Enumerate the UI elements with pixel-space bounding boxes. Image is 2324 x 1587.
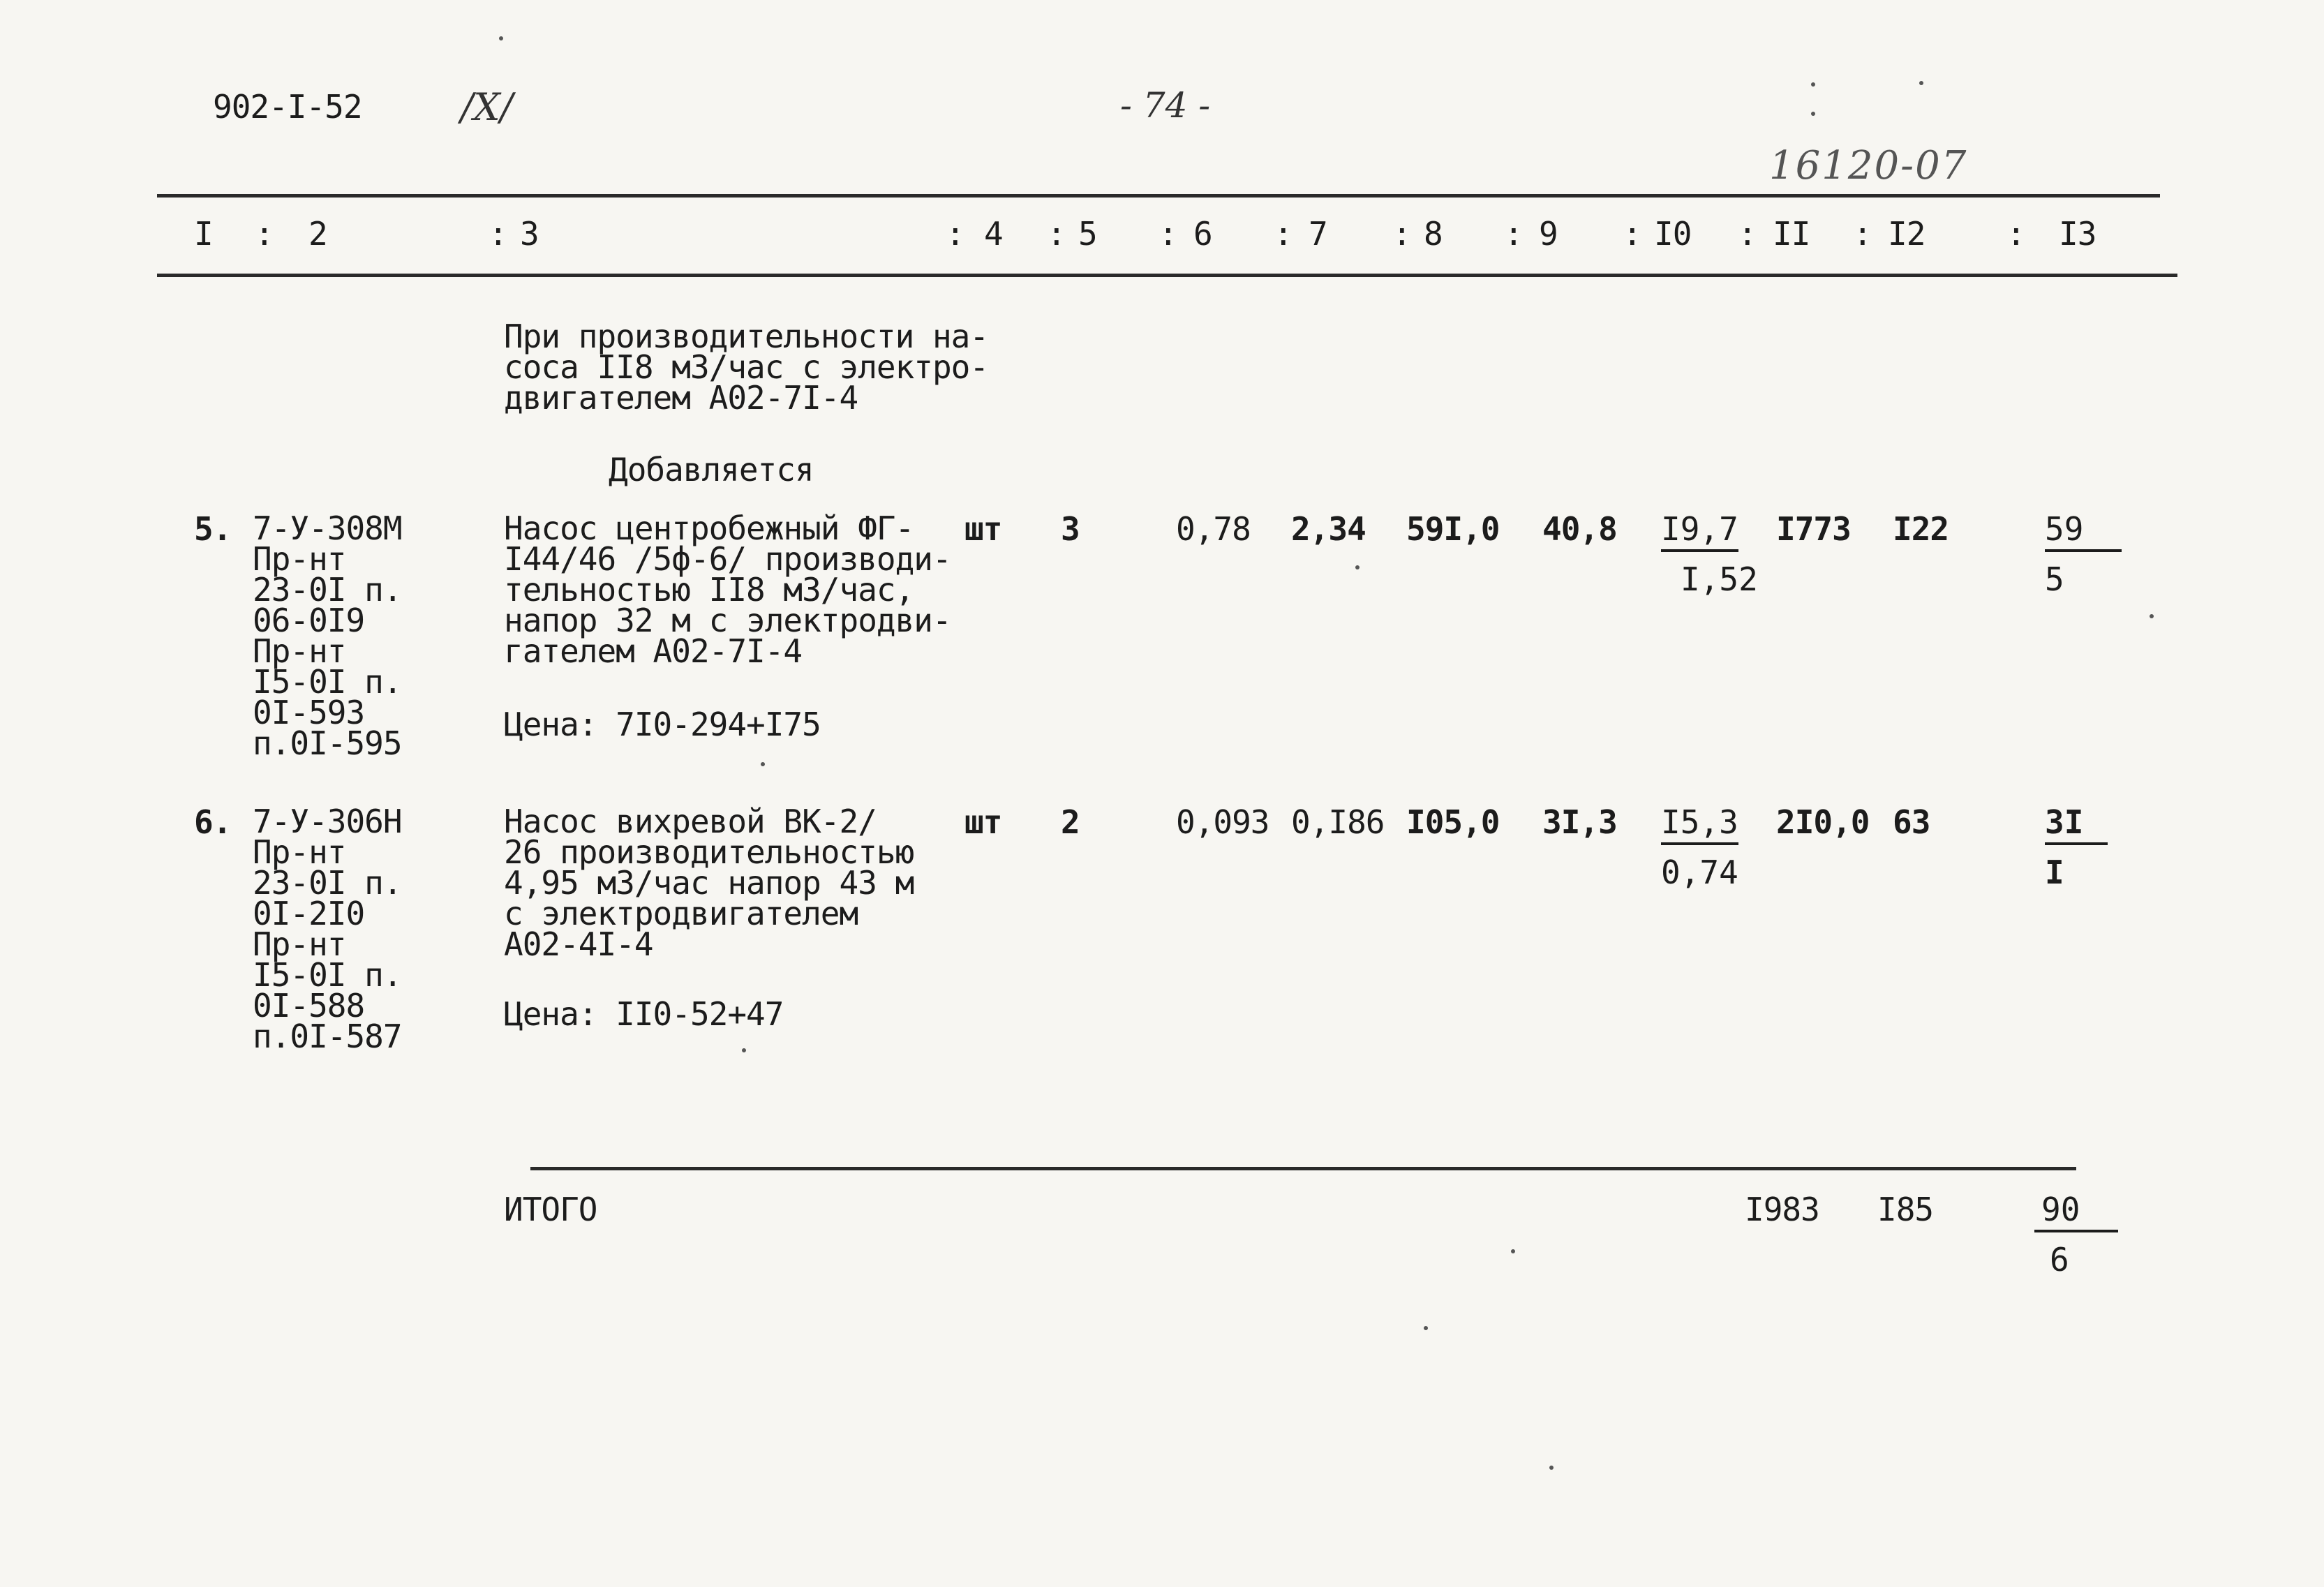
col-sep: : <box>1623 215 1641 253</box>
scan-speck <box>1424 1326 1428 1330</box>
row-col10-top: I9,7 <box>1661 513 1738 552</box>
col-sep: : <box>1159 215 1177 253</box>
row-col10-bottom: 0,74 <box>1661 854 1738 891</box>
row-col10-top: I5,3 <box>1661 806 1738 845</box>
scan-speck <box>1355 565 1360 569</box>
row-col10-fraction <box>1661 803 1738 891</box>
col-sep: : <box>2006 215 2025 253</box>
col-sep: : <box>1392 215 1411 253</box>
header-bottom-rule <box>157 274 2177 277</box>
total-label: ИТОГО <box>504 1191 597 1228</box>
row-price: Цена: II0-52+47 <box>504 995 784 1033</box>
row-unit: шт <box>964 803 1002 841</box>
row-number: 5. <box>194 510 232 548</box>
row-unit: шт <box>964 510 1002 548</box>
album-number: /X/ <box>461 85 513 129</box>
col-header-12: I2 <box>1888 215 1926 253</box>
col-sep: : <box>1047 215 1066 253</box>
row-col13-top: 59 <box>2045 513 2122 552</box>
row-col12: I22 <box>1893 510 1949 548</box>
row-code: 7-У-306Н Пр-нт 23-0I п. 0I-2I0 Пр-нт I5-0I п. 0I-588 п.0I-587 <box>253 803 402 1055</box>
col-sep: : <box>1274 215 1293 253</box>
col-header-1: I <box>194 215 213 253</box>
row-number: 6. <box>194 803 232 841</box>
row-code: 7-У-308М Пр-нт 23-0I п. 06-0I9 Пр-нт I5-0I п. 0I-593 п.0I-595 <box>253 509 402 762</box>
added-label: Добавляется <box>609 451 814 489</box>
row-price: Цена: 7I0-294+I75 <box>504 706 821 743</box>
col-sep: : <box>1504 215 1523 253</box>
row-col11: I773 <box>1776 510 1851 548</box>
row-col10-bottom: I,52 <box>1681 560 1758 598</box>
table-top-rule <box>157 194 2160 198</box>
row-qty: 3 <box>1061 510 1080 548</box>
scan-speck <box>2150 614 2154 618</box>
page-number: - 74 - <box>1120 85 1211 126</box>
row-col13-bottom: I <box>2045 854 2064 891</box>
scan-speck <box>761 762 765 766</box>
row-col13-fraction <box>2045 803 2108 891</box>
row-col10-fraction <box>1661 510 1758 598</box>
doc-code: 902-I-52 <box>213 88 362 126</box>
scan-speck <box>499 36 503 40</box>
col-header-11: II <box>1773 215 1810 253</box>
scan-speck <box>1549 1466 1554 1470</box>
row-col13-top: 3I <box>2045 806 2108 845</box>
row-col9: 3I,3 <box>1542 803 1617 841</box>
col-header-6: 6 <box>1193 215 1212 253</box>
col-sep: : <box>1738 215 1757 253</box>
col-header-5: 5 <box>1078 215 1097 253</box>
row-col8: I05,0 <box>1406 803 1500 841</box>
row-col9: 40,8 <box>1542 510 1617 548</box>
scan-speck <box>1511 1249 1515 1253</box>
total-col13-fraction <box>2034 1191 2118 1279</box>
total-col12: I85 <box>1877 1191 1934 1228</box>
col-header-7: 7 <box>1309 215 1327 253</box>
row-col7: 2,34 <box>1291 510 1366 548</box>
row-col11: 2I0,0 <box>1776 803 1870 841</box>
col-header-2: 2 <box>308 215 327 253</box>
total-col13-bottom: 6 <box>2050 1241 2069 1279</box>
scan-speck <box>1811 82 1815 87</box>
col-sep: : <box>946 215 964 253</box>
row-description: Насос вихревой ВК-2/ 26 производительностью 4,95 м3/час напор 43 м с электродвигателем А02-4I-4 <box>504 803 914 963</box>
total-col11: I983 <box>1745 1191 1819 1228</box>
row-col13-fraction <box>2045 510 2122 598</box>
scan-speck <box>1919 81 1923 85</box>
total-col13-top: 90 <box>2034 1193 2118 1232</box>
inventory-number: 16120-07 <box>1769 143 1968 188</box>
total-rule <box>530 1167 2076 1170</box>
scan-speck <box>742 1048 746 1052</box>
row-col8: 59I,0 <box>1406 510 1500 548</box>
col-header-3: 3 <box>520 215 539 253</box>
row-col7: 0,I86 <box>1291 803 1385 841</box>
col-sep: : <box>489 215 507 253</box>
row-qty: 2 <box>1061 803 1080 841</box>
row-description: Насос центробежный ФГ- I44/46 /5ф-6/ производи- тельностью II8 м3/час, напор 32 м с электродви- гателем А02-7I-4 <box>504 509 951 670</box>
col-sep: : <box>1853 215 1872 253</box>
row-col6: 0,093 <box>1176 803 1269 841</box>
col-header-10: I0 <box>1654 215 1692 253</box>
col-header-9: 9 <box>1539 215 1558 253</box>
col-sep: : <box>255 215 274 253</box>
scan-speck <box>1811 112 1815 116</box>
row-col6: 0,78 <box>1176 510 1251 548</box>
col-header-4: 4 <box>984 215 1003 253</box>
row-col13-bottom: 5 <box>2045 560 2064 598</box>
intro-text: При производительности на- соса II8 м3/час с электро- двигателем А02-7I-4 <box>504 318 989 417</box>
col-header-8: 8 <box>1424 215 1443 253</box>
row-col12: 63 <box>1893 803 1930 841</box>
col-header-13: I3 <box>2059 215 2096 253</box>
